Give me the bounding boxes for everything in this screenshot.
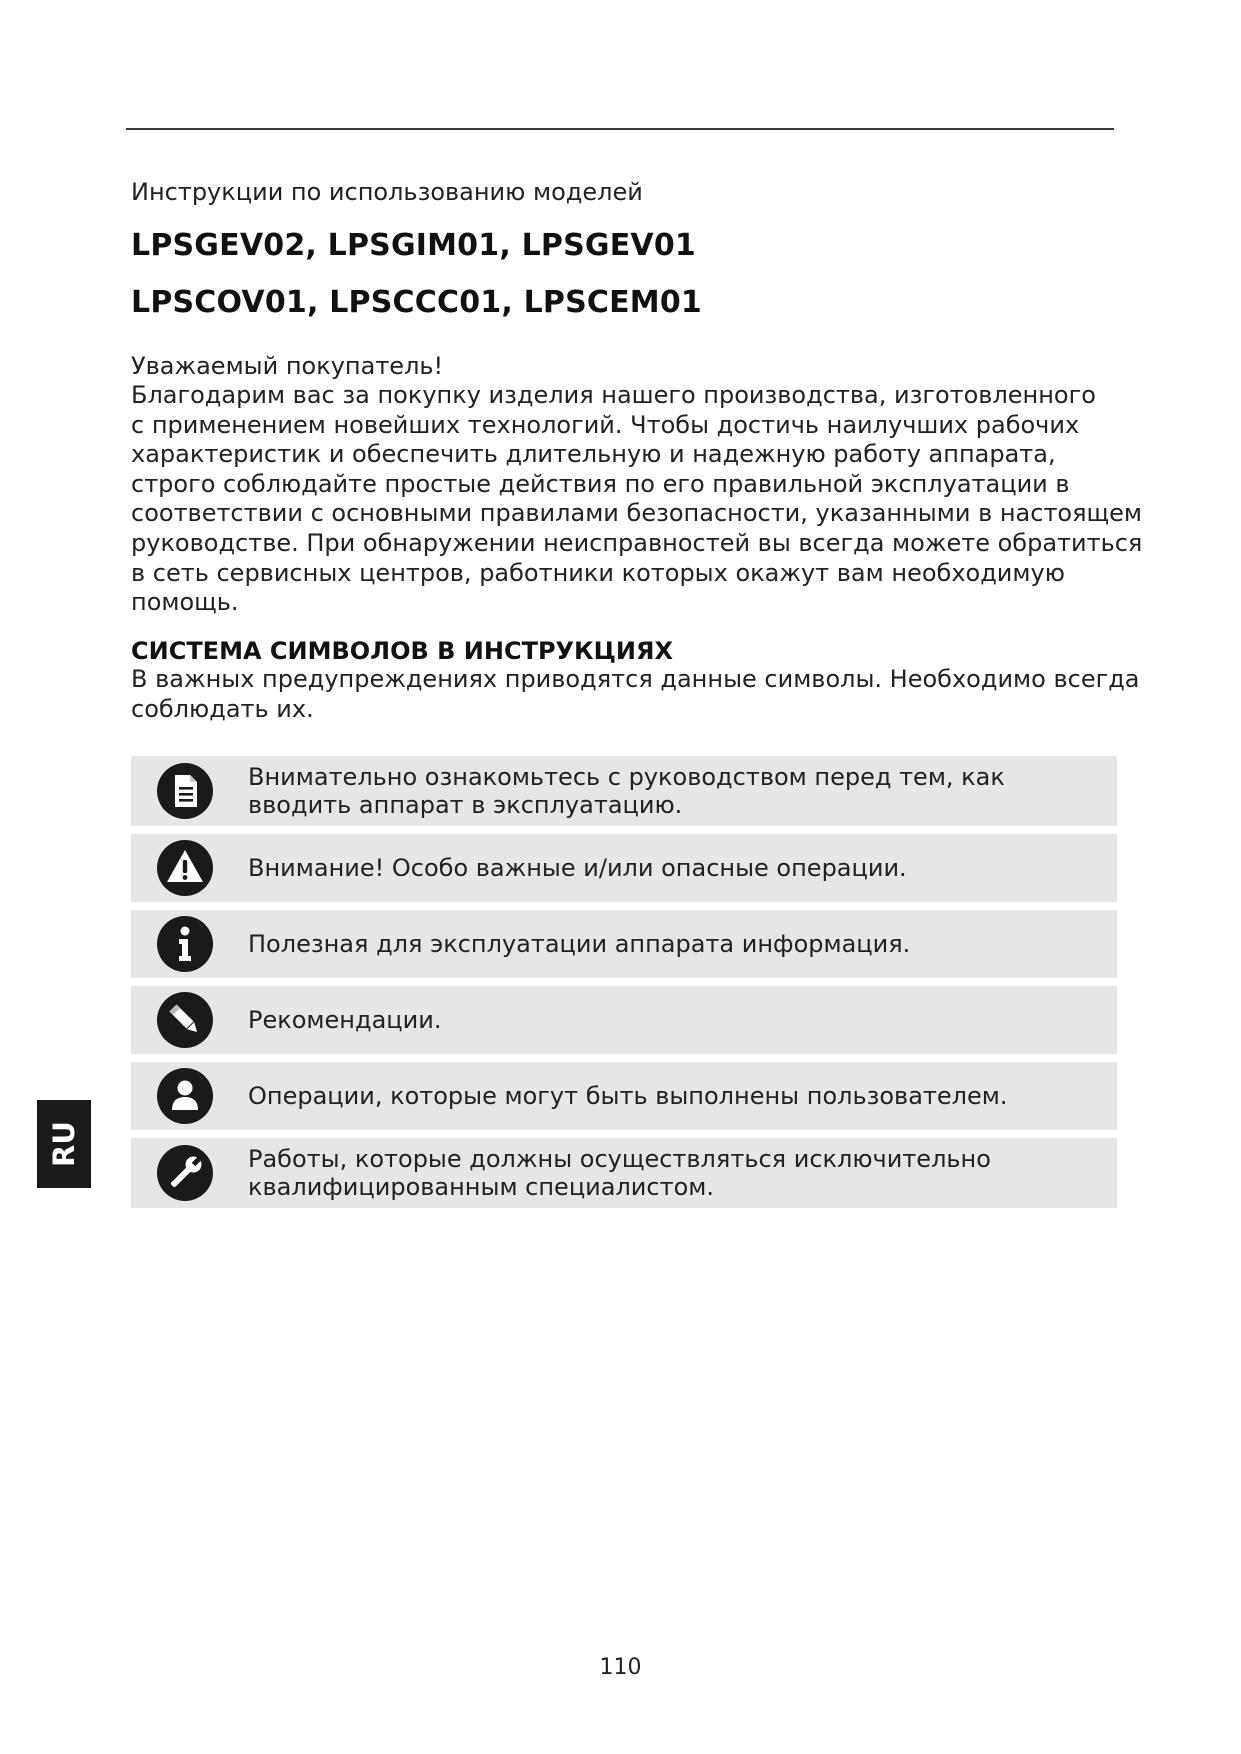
symbol-text: квалифицированным специалистом. [248, 1173, 714, 1201]
symbol-row-manual [131, 756, 1117, 826]
symbol-row-info [131, 910, 1117, 978]
language-label: RU [46, 1121, 81, 1167]
section-text-line: соблюдать их. [131, 694, 314, 723]
top-rule [126, 128, 1114, 130]
model-list-line-2: LPSCOV01, LPSCCC01, LPSCEM01 [131, 285, 703, 320]
symbol-row-user [131, 1062, 1117, 1130]
warning-icon [156, 839, 214, 897]
user-icon [156, 1067, 214, 1125]
greeting: Уважаемый покупатель! [131, 352, 444, 380]
section-text-line: В важных предупреждениях приводятся данные символы. Необходимо всегда [131, 665, 1140, 693]
symbol-text: Внимание! Особо важные и/или опасные операции. [248, 854, 907, 882]
model-list-line-1: LPSGEV02, LPSGIM01, LPSGEV01 [131, 228, 696, 263]
paragraph-line: в сеть сервисных центров, работники которых окажут вам необходимую [131, 558, 1065, 587]
intro-text: Инструкции по использованию моделей [131, 178, 643, 206]
symbol-legend [131, 756, 1117, 1216]
section-text [131, 665, 1140, 724]
pencil-icon [156, 991, 214, 1049]
symbol-row-recommendation [131, 986, 1117, 1054]
language-tab [37, 1100, 91, 1188]
page-number: 110 [599, 1655, 642, 1680]
paragraph-line: помощь. [131, 588, 239, 617]
paragraph-line: руководстве. При обнаружении неисправностей вы всегда можете обратиться [131, 528, 1143, 557]
symbol-row-warning [131, 834, 1117, 902]
paragraph-line: характеристик и обеспечить длительную и надежную работу аппарата, [131, 440, 1056, 469]
symbol-text: Внимательно ознакомьтесь с руководством перед тем, как [248, 763, 1005, 791]
symbol-text: Полезная для эксплуатации аппарата информация. [248, 930, 911, 958]
section-title: СИСТЕМА СИМВОЛОВ В ИНСТРУКЦИЯХ [131, 637, 674, 665]
paragraph-line: с применением новейших технологий. Чтобы достичь наилучших рабочих [131, 410, 1080, 439]
paragraph-line: строго соблюдайте простые действия по его правильной эксплуатации в [131, 469, 1070, 498]
symbol-text: Работы, которые должны осуществляться исключительно [248, 1145, 991, 1173]
symbol-text: Операции, которые могут быть выполнены пользователем. [248, 1082, 1008, 1110]
symbol-text: вводить аппарат в эксплуатацию. [248, 791, 683, 819]
intro-paragraph [131, 381, 1143, 618]
paragraph-line: Благодарим вас за покупку изделия нашего производства, изготовленного [131, 381, 1096, 409]
symbol-row-specialist [131, 1138, 1117, 1208]
symbol-text: Рекомендации. [248, 1006, 442, 1034]
info-icon [156, 915, 214, 973]
wrench-icon [156, 1144, 214, 1202]
document-icon [156, 762, 214, 820]
paragraph-line: соответствии с основными правилами безопасности, указанными в настоящем [131, 499, 1143, 528]
